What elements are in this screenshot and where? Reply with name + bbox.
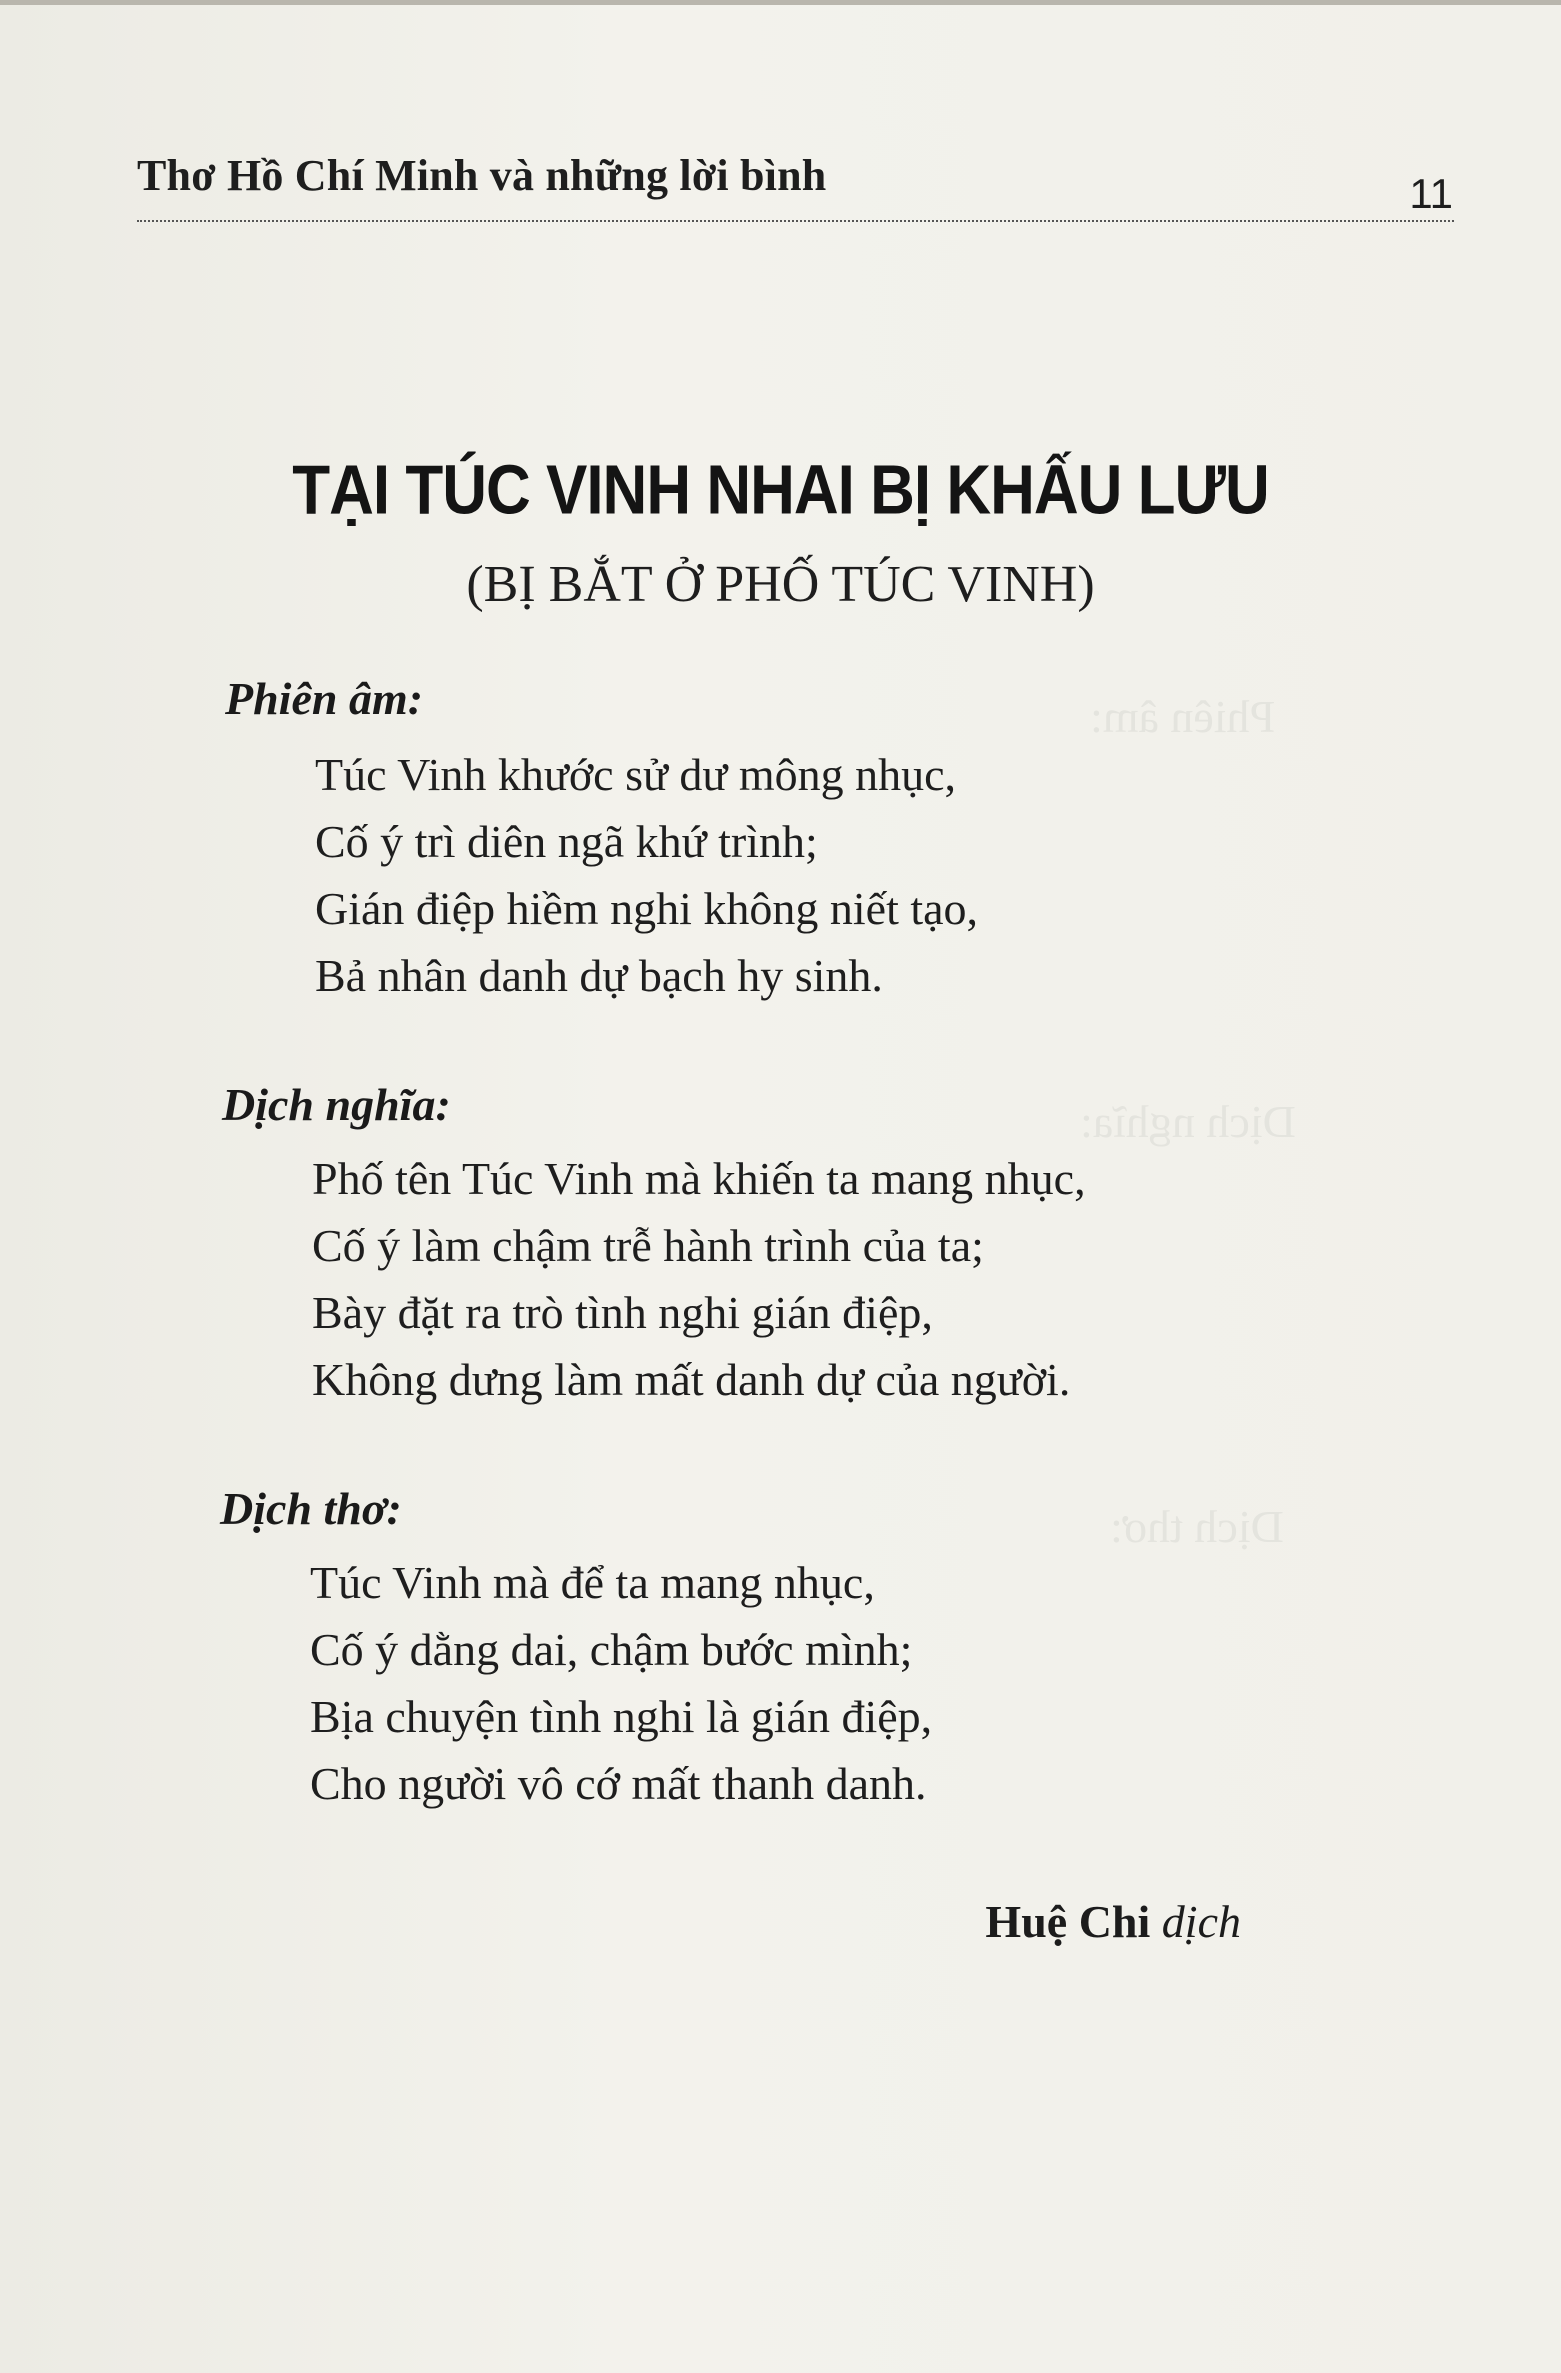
translator-role: dịch (1161, 1896, 1241, 1947)
running-header-title: Thơ Hồ Chí Minh và những lời bình (137, 151, 827, 200)
translator-name: Huệ Chi (985, 1896, 1151, 1947)
poem-line: Cố ý trì diên ngã khứ trình; (315, 816, 818, 867)
translator-credit (985, 1895, 1241, 1948)
poem-line: Cố ý dằng dai, chậm bước mình; (310, 1624, 913, 1675)
page-top-edge (0, 0, 1561, 5)
poem-line: Bày đặt ra trò tình nghi gián điệp, (312, 1287, 933, 1338)
poem-line: Cho người vô cớ mất thanh danh. (310, 1758, 927, 1809)
poem-line: Cố ý làm chậm trễ hành trình của ta; (312, 1220, 984, 1271)
poem-line: Túc Vinh mà để ta mang nhục, (310, 1557, 875, 1608)
poem-line: Phố tên Túc Vinh mà khiến ta mang nhục, (312, 1153, 1086, 1204)
show-through-background: Phiên âm: Dịch nghĩa: Dịch thơ: (1080, 691, 1296, 1552)
section-label-dich-tho: Dịch thơ: (220, 1483, 402, 1534)
poem-line: Gián điệp hiềm nghi không niết tạo, (315, 883, 979, 934)
section-label-dich-nghia: Dịch nghĩa: (222, 1079, 451, 1130)
poem-line: Bịa chuyện tình nghi là gián điệp, (310, 1691, 933, 1742)
poem-subtitle: (BỊ BẮT Ở PHỐ TÚC VINH) (466, 556, 1095, 613)
poem-title: TẠI TÚC VINH NHAI BỊ KHẤU LƯU (292, 451, 1269, 530)
header-divider (137, 220, 1454, 222)
poem-line: Không dưng làm mất danh dự của người. (312, 1354, 1071, 1405)
poem-line: Túc Vinh khước sử dư mông nhục, (315, 749, 957, 800)
section-label-phien-am: Phiên âm: (225, 673, 424, 724)
poem-line: Bả nhân danh dự bạch hy sinh. (315, 950, 883, 1001)
page-number: 11 (1409, 170, 1453, 217)
